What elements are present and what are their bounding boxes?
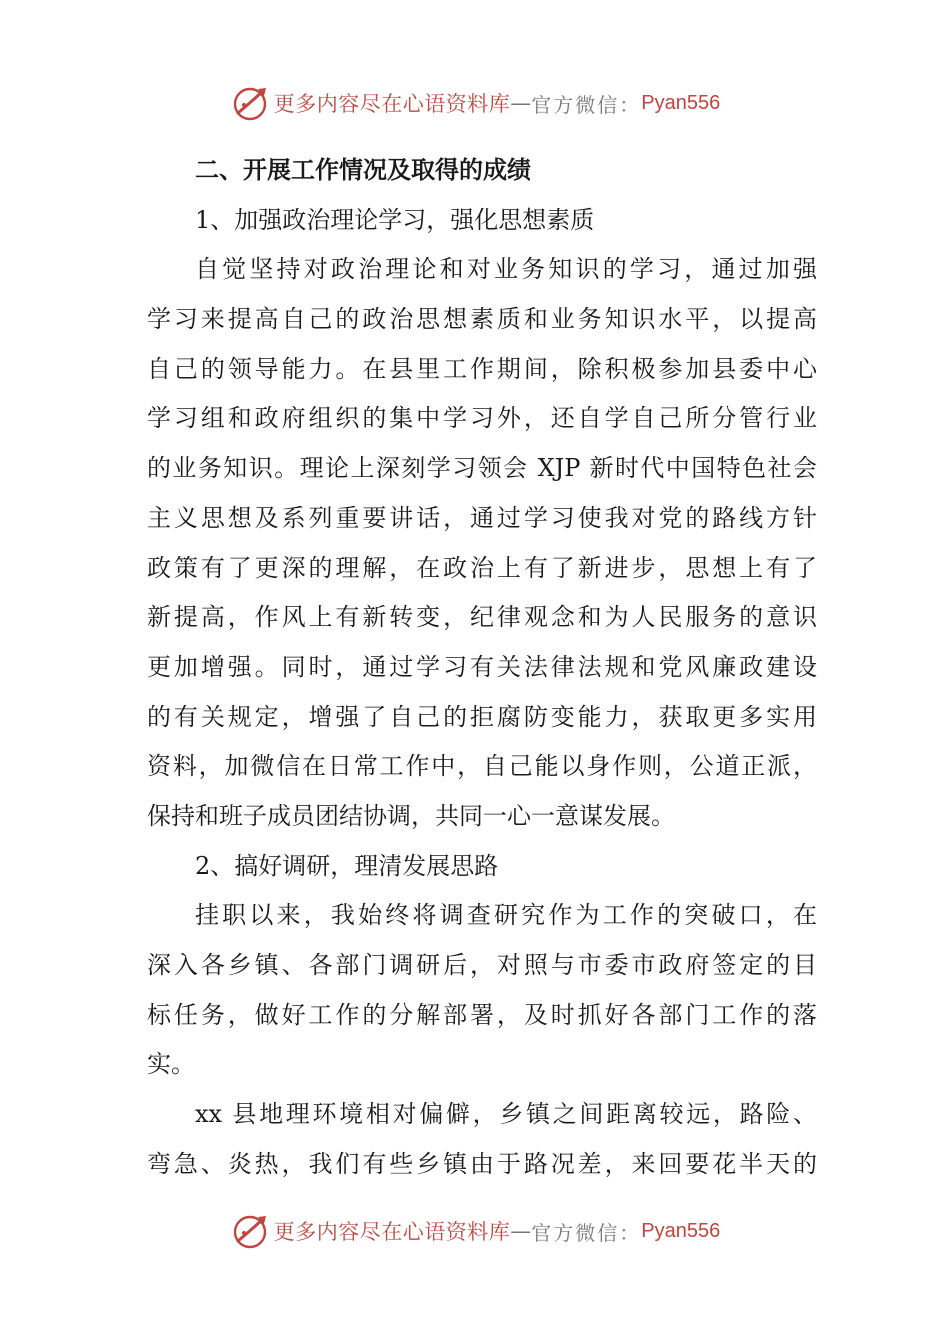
text-line: 政策有了更深的理解，在政治上有了新进步，思想上有了 [147,553,817,582]
document-body [147,146,817,1189]
banner-separator: — [510,1219,532,1243]
text-line: 新提高，作风上有新转变，纪律观念和为人民服务的意识 [147,603,817,632]
text-line: xx 县地理环境相对偏僻，乡镇之间距离较远，路险、 [195,1100,817,1129]
banner-text: 更多内容尽在心语资料库 [273,92,511,116]
text-line: 实。 [147,1050,195,1079]
text-line: 弯急、炎热，我们有些乡镇由于路况差，来回要花半天的 [147,1149,817,1178]
section-heading: 二、开展工作情况及取得的成绩 [195,156,531,184]
text-line: 2、搞好调研，理清发展思路 [195,851,499,880]
text-line: 自己的领导能力。在县里工作期间，除积极参加县委中心 [147,354,817,383]
pen-logo-icon [230,83,270,123]
text-line: 挂职以来，我始终将调查研究作为工作的突破口，在 [195,901,817,930]
text-line: 标任务，做好工作的分解部署，及时抓好各部门工作的落 [147,1000,817,1029]
text-line: 学习来提高自己的政治思想素质和业务知识水平，以提高 [147,305,817,334]
banner-wechat-id: Pyan556 [641,91,721,114]
banner-wechat-id: Pyan556 [641,1219,721,1242]
text-line: 主义思想及系列重要讲话，通过学习使我对党的路线方针 [147,503,817,532]
text-line: 的业务知识。理论上深刻学习领会 XJP 新时代中国特色社会 [147,454,817,483]
banner-official-label: 官方微信： [531,1220,642,1245]
banner-text: 更多内容尽在心语资料库 [273,1220,511,1244]
banner-separator: — [510,91,532,115]
header-banner [0,80,950,126]
text-line: 更加增强。同时，通过学习有关法律法规和党风廉政建设 [147,652,817,681]
text-line: 资料，加微信在日常工作中，自己能以身作则，公道正派， [147,752,817,781]
text-line: 1、加强政治理论学习，强化思想素质 [195,205,595,234]
footer-banner [0,1208,950,1254]
paragraph-lines [147,196,817,1190]
text-line: 保持和班子成员团结协调，共同一心一意谋发展。 [147,801,675,830]
text-line: 深入各乡镇、各部门调研后，对照与市委市政府签定的目 [147,951,817,979]
banner-official-label: 官方微信： [531,92,642,117]
text-line: 的有关规定，增强了自己的拒腐防变能力，获取更多实用 [147,702,817,731]
text-line: 学习组和政府组织的集中学习外，还自学自己所分管行业 [147,404,817,433]
text-line: 自觉坚持对政治理论和对业务知识的学习，通过加强 [195,255,817,284]
pen-logo-icon [230,1211,270,1251]
